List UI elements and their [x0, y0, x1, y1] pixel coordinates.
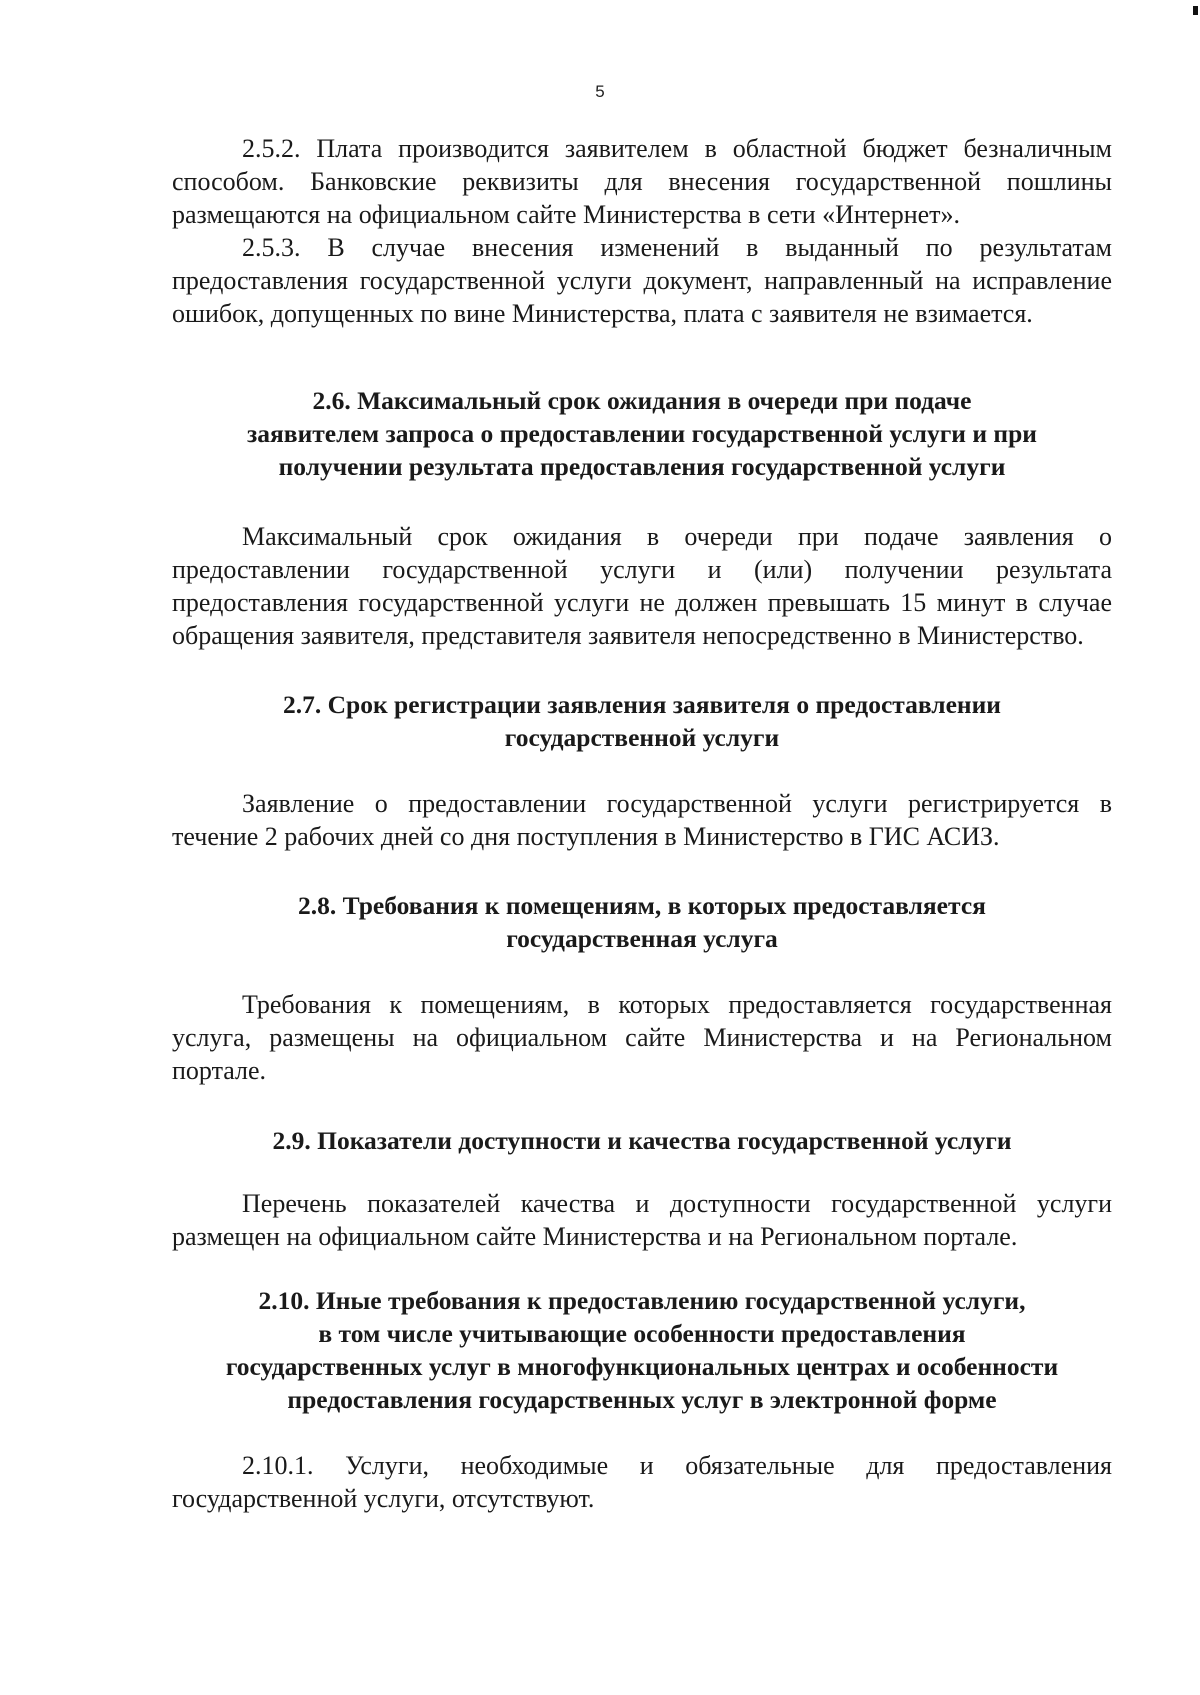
heading-line: государственной услуги	[504, 723, 780, 752]
section-heading-2-6	[172, 384, 1112, 483]
heading-line: 2.9. Показатели доступности и качества государственной услуги	[272, 1126, 1012, 1155]
heading-line: государственных услуг в многофункциональных центрах и особенности	[225, 1352, 1059, 1381]
document-body	[172, 132, 1112, 1515]
paragraph-2-7: Заявление о предоставлении государственной услуги регистрируется в течение 2 рабочих дней со дня поступления в Министерство в ГИС АСИЗ.	[172, 789, 1112, 851]
section-heading-2-9	[172, 1124, 1112, 1157]
heading-line: получении результата предоставления государственной услуги	[278, 452, 1006, 481]
section-heading-2-10	[172, 1284, 1112, 1416]
paragraph-2-5-3: 2.5.3. В случае внесения изменений в выданный по результатам предоставления государственной услуги документ, направленный на исправление ошибок, допущенных по вине Министерства, плата с заявителя не взимается.	[172, 233, 1112, 328]
paragraph-2-8: Требования к помещениям, в которых предоставляется государственная услуга, размещены на официальном сайте Министерства и на Региональном портале.	[172, 990, 1112, 1085]
heading-line: в том числе учитывающие особенности предоставления	[318, 1319, 966, 1348]
heading-line: предоставления государственных услуг в электронной форме	[287, 1385, 997, 1414]
paragraph-2-9: Перечень показателей качества и доступности государственной услуги размещен на официальном сайте Министерства и на Региональном портале.	[172, 1189, 1112, 1251]
paragraph-2-10-1: 2.10.1. Услуги, необходимые и обязательные для предоставления государственной услуги, отсутствуют.	[172, 1451, 1112, 1513]
heading-line: 2.7. Срок регистрации заявления заявителя о предоставлении	[282, 690, 1001, 719]
heading-line: 2.10. Иные требования к предоставлению государственной услуги,	[258, 1286, 1026, 1315]
heading-line: 2.6. Максимальный срок ожидания в очереди при подаче	[312, 386, 972, 415]
page-number: 5	[595, 82, 605, 101]
heading-line: заявителем запроса о предоставлении государственной услуги и при	[247, 419, 1037, 448]
paragraph-2-5-2: 2.5.2. Плата производится заявителем в областной бюджет безналичным способом. Банковские реквизиты для внесения государственной пошлины размещаются на официальном сайте Министерства в сети «Интернет».	[172, 134, 1112, 229]
section-heading-2-7	[172, 688, 1112, 754]
section-heading-2-8	[172, 889, 1112, 955]
paragraph-2-6: Максимальный срок ожидания в очереди при подаче заявления о предоставлении государственной услуги и (или) получении результата предоставления государственной услуги не должен превышать 15 минут в случае обращения заявителя, представителя заявителя непосредственно в Министерство.	[172, 522, 1112, 650]
scan-corner-mark	[1193, 6, 1198, 15]
heading-line: государственная услуга	[506, 924, 778, 953]
heading-line: 2.8. Требования к помещениям, в которых предоставляется	[298, 891, 986, 920]
